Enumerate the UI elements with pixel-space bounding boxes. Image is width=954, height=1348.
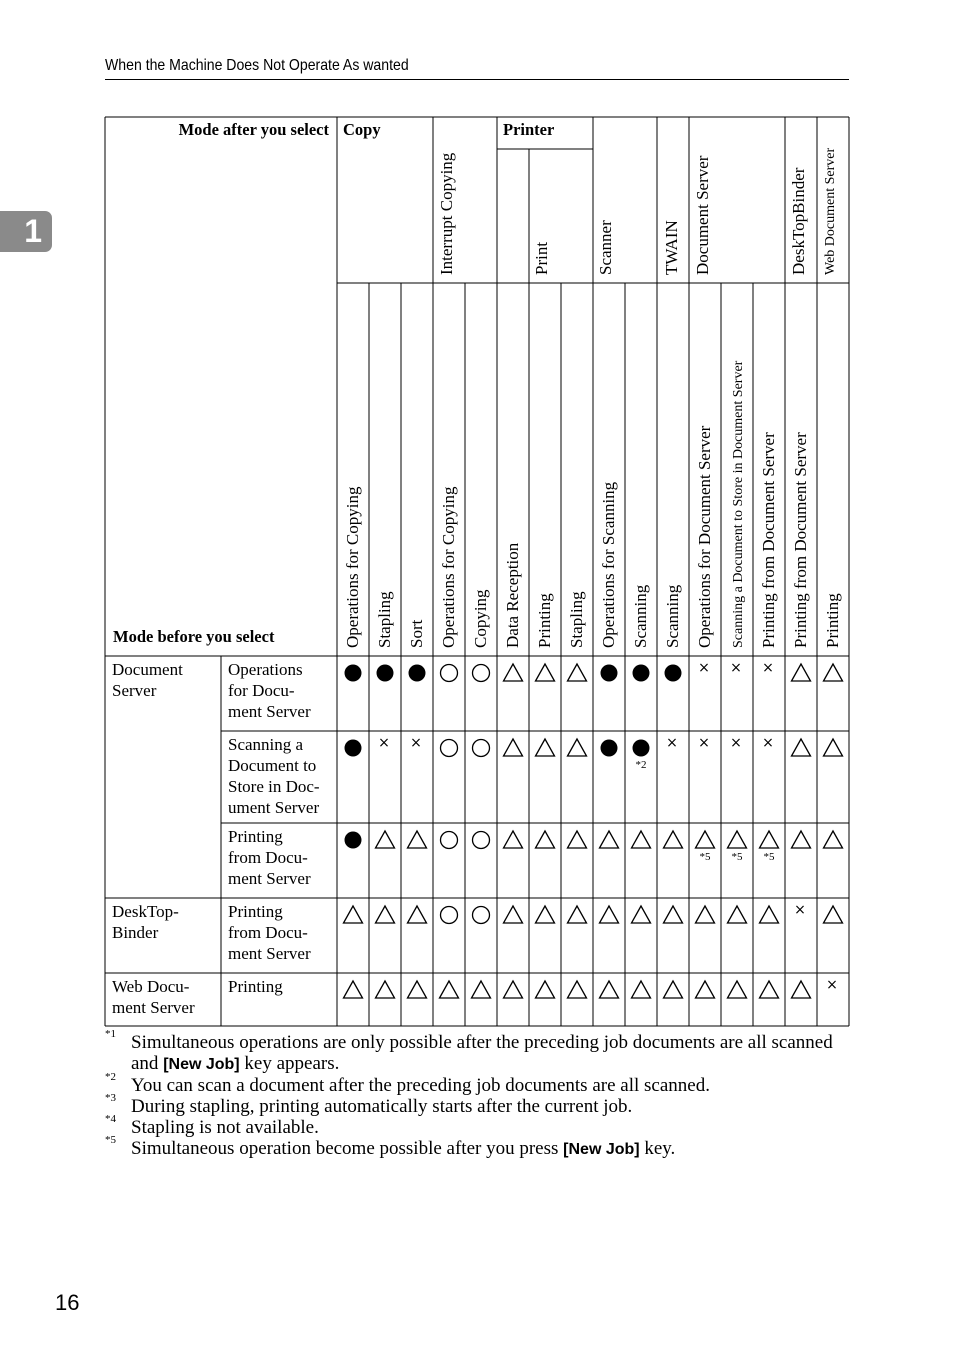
matrix-cell xyxy=(824,739,843,756)
matrix-cell xyxy=(568,739,587,756)
matrix-cell xyxy=(377,665,394,682)
row-group-label: DeskTop-Binder xyxy=(112,902,179,942)
matrix-cell xyxy=(345,832,362,849)
group-header-interrupt-copying: Interrupt Copying xyxy=(437,152,456,275)
row-label: Printing from Docu-ment Server xyxy=(228,902,311,963)
matrix-cell xyxy=(441,740,458,757)
corner-before-label: Mode before you select xyxy=(113,627,275,646)
column-header: Printing from Document Server xyxy=(759,432,778,648)
column-header: Printing from Document Server xyxy=(791,432,810,648)
matrix-cell xyxy=(762,660,774,676)
matrix-cell xyxy=(473,665,490,682)
row-group-label: Document Server xyxy=(112,660,183,700)
matrix-cell xyxy=(792,981,811,998)
matrix-cell xyxy=(760,981,779,998)
group-header-document-server: Document Server xyxy=(693,155,712,275)
matrix-cell xyxy=(633,665,650,682)
matrix-cell xyxy=(504,831,523,848)
footnotes xyxy=(105,1028,851,1160)
matrix-cell xyxy=(824,831,843,848)
matrix-cell xyxy=(632,831,651,848)
matrix-cell xyxy=(824,906,843,923)
matrix-cell xyxy=(600,906,619,923)
svg-text:×: × xyxy=(762,735,774,751)
matrix-cell xyxy=(408,981,427,998)
matrix-cell xyxy=(632,981,651,998)
matrix-cell xyxy=(728,831,747,863)
matrix-cell xyxy=(601,740,618,757)
matrix-cell xyxy=(441,665,458,682)
matrix-cell xyxy=(408,906,427,923)
svg-text:×: × xyxy=(794,902,806,918)
column-header: Copying xyxy=(471,589,490,648)
svg-text:×: × xyxy=(410,735,422,751)
matrix-cell xyxy=(664,831,683,848)
column-header: Printing xyxy=(823,593,842,648)
group-header-printer: Printer xyxy=(503,120,555,139)
matrix-cell xyxy=(536,664,555,681)
group-header-scanner: Scanner xyxy=(596,220,615,275)
matrix-cell xyxy=(696,981,715,998)
matrix-cell xyxy=(792,664,811,681)
footnote-mark: *2 xyxy=(105,1071,116,1083)
matrix-cell xyxy=(698,735,710,751)
matrix-cell xyxy=(826,977,838,993)
column-header: Data Reception xyxy=(503,542,522,648)
matrix-cell xyxy=(728,906,747,923)
matrix-cell xyxy=(664,906,683,923)
column-header: Scanning a Document to Store in Document Server xyxy=(731,360,746,648)
column-header: Operations for Copying xyxy=(439,486,458,648)
key-label: [New Job] xyxy=(563,1141,640,1158)
matrix-cell xyxy=(568,981,587,998)
matrix-cell xyxy=(345,665,362,682)
cell-footnote-mark: *2 xyxy=(635,759,647,771)
column-header: Scanning xyxy=(631,584,650,648)
svg-text:×: × xyxy=(698,735,710,751)
footnote-mark: *1 xyxy=(105,1028,116,1040)
matrix-cell xyxy=(536,981,555,998)
matrix-cell xyxy=(504,981,523,998)
matrix-cell xyxy=(728,981,747,998)
group-header-print: Print xyxy=(532,241,551,275)
matrix-cell xyxy=(568,831,587,848)
svg-text:×: × xyxy=(378,735,390,751)
matrix-cell xyxy=(378,735,390,751)
matrix-cell xyxy=(730,735,742,751)
matrix-cell xyxy=(632,906,651,923)
column-header: Operations for Copying xyxy=(343,486,362,648)
matrix-cell xyxy=(410,735,422,751)
svg-text:×: × xyxy=(762,660,774,676)
matrix-cell xyxy=(664,981,683,998)
svg-text:×: × xyxy=(666,735,678,751)
row-group-label: Web Docu-ment Server xyxy=(112,977,195,1017)
matrix-cell xyxy=(760,906,779,923)
cell-footnote-mark: *5 xyxy=(699,851,711,863)
group-header-twain: TWAIN xyxy=(662,220,681,275)
matrix-cell xyxy=(696,906,715,923)
matrix-cell xyxy=(344,906,363,923)
cell-footnote-mark: *5 xyxy=(731,851,743,863)
matrix-cell xyxy=(698,660,710,676)
chapter-tab: 1 xyxy=(0,211,52,252)
matrix-cell xyxy=(762,735,774,751)
matrix-cell xyxy=(696,831,715,863)
matrix-cell xyxy=(666,735,678,751)
matrix-cell xyxy=(376,981,395,998)
matrix-cell xyxy=(600,981,619,998)
corner-after-label: Mode after you select xyxy=(178,120,329,139)
matrix-cell xyxy=(345,740,362,757)
matrix-cell xyxy=(824,664,843,681)
row-label: Scanning a Document to Store in Doc-ument Server xyxy=(228,735,320,817)
column-header: Printing xyxy=(535,593,554,648)
matrix-cell xyxy=(633,740,650,772)
column-header: Operations for Scanning xyxy=(599,481,618,648)
matrix-cell xyxy=(730,660,742,676)
footnote: *3 During stapling, printing automatically starts after the current job. xyxy=(105,1092,633,1117)
svg-text:×: × xyxy=(826,977,838,993)
matrix-cell xyxy=(760,831,779,863)
matrix-cell xyxy=(665,665,682,682)
matrix-cell xyxy=(792,831,811,848)
cell-footnote-mark: *5 xyxy=(763,851,775,863)
matrix-cell xyxy=(600,831,619,848)
matrix-cell xyxy=(441,832,458,849)
matrix-cell xyxy=(440,981,459,998)
matrix-cell xyxy=(504,906,523,923)
svg-text:×: × xyxy=(730,735,742,751)
column-header: Stapling xyxy=(567,591,586,648)
matrix-cell xyxy=(441,907,458,924)
matrix-cell xyxy=(794,902,806,918)
group-header-copy: Copy xyxy=(343,120,381,139)
group-header-desktopbinder: DeskTopBinder xyxy=(789,167,808,275)
matrix-cell xyxy=(536,739,555,756)
footnote: *2 You can scan a document after the preceding job documents are all scanned. xyxy=(105,1071,710,1096)
page-number: 16 xyxy=(55,1290,80,1315)
matrix-cell xyxy=(473,740,490,757)
row-label: Printing xyxy=(228,977,283,996)
footnote: *4 Stapling is not available. xyxy=(105,1113,319,1138)
matrix-cell xyxy=(568,664,587,681)
matrix-cell xyxy=(536,906,555,923)
matrix-cell xyxy=(376,906,395,923)
matrix-cell xyxy=(792,739,811,756)
matrix-cell xyxy=(473,907,490,924)
row-label: Printing from Docu-ment Server xyxy=(228,827,311,888)
matrix-cell xyxy=(408,831,427,848)
matrix-cell xyxy=(536,831,555,848)
svg-text:×: × xyxy=(698,660,710,676)
matrix-cell xyxy=(601,665,618,682)
footnote-mark: *5 xyxy=(105,1134,116,1146)
matrix-cell xyxy=(504,739,523,756)
matrix-cell xyxy=(504,664,523,681)
matrix-cell xyxy=(409,665,426,682)
svg-text:×: × xyxy=(730,660,742,676)
matrix-cell xyxy=(472,981,491,998)
column-header: Operations for Document Server xyxy=(695,425,714,648)
key-label: [New Job] xyxy=(163,1056,240,1073)
running-head: When the Machine Does Not Operate As wanted xyxy=(105,57,409,74)
footnote: *5 Simultaneous operation become possible after you press [New Job] key. xyxy=(105,1134,676,1159)
footnote: *1 Simultaneous operations are only possible after the preceding job documents are all scanned and [New Job] key appears. xyxy=(105,1028,833,1074)
row-label: Operations for Docu-ment Server xyxy=(228,660,311,721)
matrix-cell xyxy=(376,831,395,848)
matrix-cell xyxy=(473,832,490,849)
group-header-web-document-server: Web Document Server xyxy=(823,147,838,275)
matrix-cell xyxy=(344,981,363,998)
footnote-mark: *4 xyxy=(105,1113,116,1125)
column-header: Sort xyxy=(407,619,426,648)
footnote-mark: *3 xyxy=(105,1092,116,1104)
column-header: Stapling xyxy=(375,591,394,648)
matrix-cell xyxy=(568,906,587,923)
column-header: Scanning xyxy=(663,584,682,648)
